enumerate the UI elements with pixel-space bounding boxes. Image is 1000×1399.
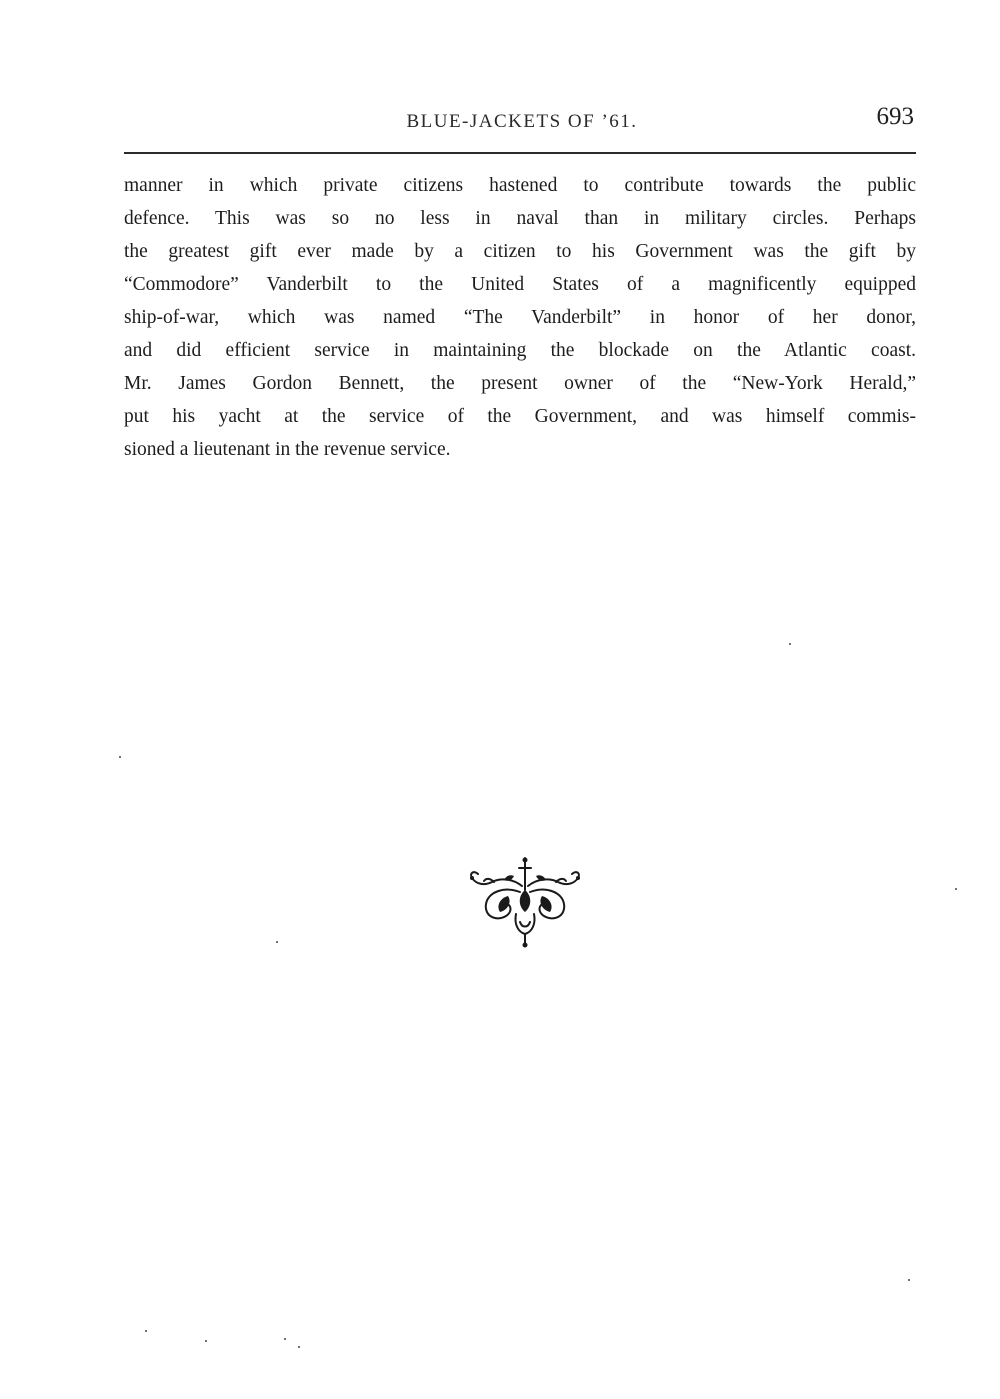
scan-speck [119, 756, 121, 758]
scan-speck [955, 888, 957, 890]
running-head [124, 103, 920, 137]
scan-speck [298, 1346, 300, 1348]
scan-speck [284, 1338, 286, 1340]
header-rule [124, 152, 916, 154]
scan-speck [145, 1330, 147, 1332]
text-line: Mr. James Gordon Bennett, the present owner of the “New-York Herald,” [124, 373, 916, 394]
text-line: the greatest gift ever made by a citizen to his Government was the gift by [124, 241, 916, 262]
text-line: and did efficient service in maintaining the blockade on the Atlantic coast. [124, 340, 916, 361]
text-line: “Commodore” Vanderbilt to the United States of a magnificently equipped [124, 274, 916, 295]
scan-speck [908, 1279, 910, 1281]
page-number: 693 [876, 103, 914, 130]
text-line: manner in which private citizens hastened to contribute towards the public [124, 175, 916, 196]
running-title: BLUE-JACKETS OF ’61. [406, 111, 638, 132]
text-line: ship-of-war, which was named “The Vanderbilt” in honor of her donor, [124, 307, 916, 328]
scan-speck [205, 1340, 207, 1342]
text-line: defence. This was so no less in naval than in military circles. Perhaps [124, 208, 916, 229]
body-paragraph [124, 169, 916, 466]
scan-speck [276, 941, 278, 943]
text-line: put his yacht at the service of the Government, and was himself commis- [124, 406, 916, 427]
floral-tailpiece-ornament-icon [464, 856, 586, 948]
scan-speck [789, 643, 791, 645]
text-line: sioned a lieutenant in the revenue service. [124, 439, 451, 460]
